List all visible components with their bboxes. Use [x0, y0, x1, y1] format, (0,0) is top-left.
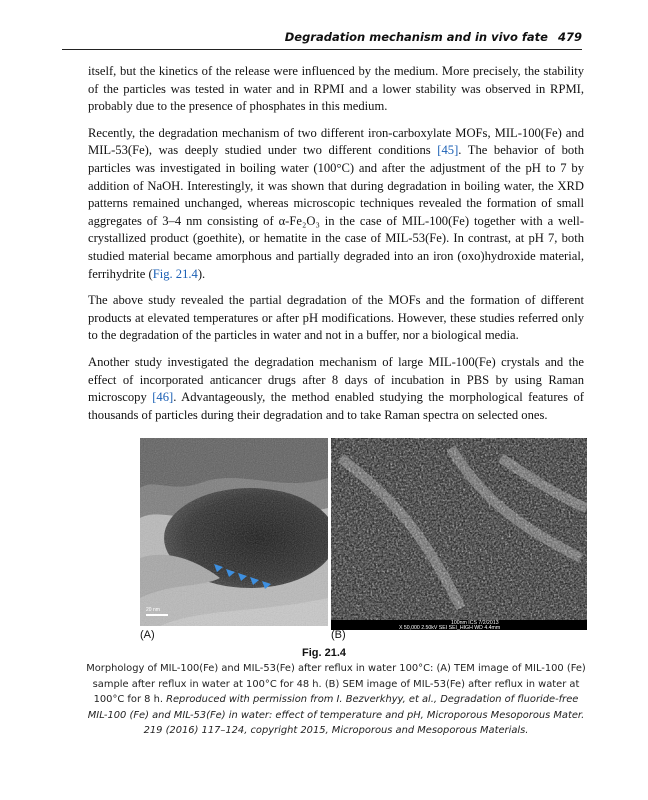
paragraph-text: Another study investigated the degradation mechanism of large MIL-100(Fe) crystals and the effect of incorporated anticancer drugs after 8 days of incubation in PBS by using Raman microscopy	[88, 354, 584, 405]
tem-image-panel-a	[140, 438, 328, 626]
paragraph-text: The above study revealed the partial degradation of the MOFs and the formation of different products at elevated temperatures or after pH modifications. However, these studies referred only to the degradation of the particles in water and not in a buffer, nor a biological media.	[88, 293, 584, 343]
scale-bar	[146, 614, 168, 616]
sem-image-panel-b	[331, 438, 587, 630]
sem-image	[331, 438, 587, 630]
caption-main: Morphology of MIL-100(Fe) and MIL-53(Fe) after reflux in water 100°C: (A) TEM image of MIL-100 (Fe) sample after reflux in water at 100°C for 48 h. (B) SEM image of MIL-53(Fe) after reflux in water at 100°C for 8 h.	[86, 663, 586, 705]
sem-info-line-2: X 50,000 2.50kV SEI SEI_HIGH WD 4.4mm	[399, 625, 501, 630]
reference-link[interactable]: [46]	[152, 390, 174, 405]
paragraph-text: . The behavior of both particles was investigated in boiling water (100°C) and after the adjustment of the pH to 7 by addition of NaOH. Interestingly, it was shown that during degradation in boiling water, the XRD patterns remained unchanged, whereas microscopic techniques revealed the formation of small aggregates of 3–4 nm consisting of α-Fe₂O₃ in the case of MIL-100(Fe) together with a well-crystallized product (goethite), or hematite in the case of MIL-53(Fe). In contrast, at pH 7, both studied material became amorphous and partially degraded into an iron (oxo)hydroxide material, ferrihydrite (	[88, 143, 584, 281]
reference-link[interactable]: [45]	[437, 143, 459, 158]
sem-info-line-1: 100nm ICS 7/2/2013	[451, 620, 499, 626]
running-header-title: Degradation mechanism and in vivo fate	[284, 30, 548, 44]
paragraph-text: itself, but the kinetics of the release were influenced by the medium. More precisely, the stability of the particles was tested in water and in RPMI and a lower stability was observed in RPMI, probably due to the presence of phosphates in this medium.	[88, 64, 584, 114]
figure-number: Fig. 21.4	[301, 647, 347, 659]
panel-a-label: (A)	[140, 629, 155, 641]
scale-bar-label: 20 nm	[146, 607, 160, 613]
page-number: 479	[557, 30, 582, 44]
panel-b-label: (B)	[331, 629, 346, 641]
reference-link[interactable]: Fig. 21.4	[152, 266, 198, 281]
paragraph-text: . Advantageously, the method enabled studying the morphological features of thousands of particles during their degradation and to take Raman spectra on selected ones.	[88, 390, 584, 422]
paragraph-text: Recently, the degradation mechanism of two different iron-carboxylate MOFs, MIL-100(Fe) and MIL-53(Fe), was deeply studied under two different conditions	[88, 125, 584, 158]
caption-credit: Reproduced with permission from I. Bezverkhyy, et al., Degradation of fluoride-free MIL-100 (Fe) and MIL-53(Fe) in water: effect of temperature and pH, Microporous Mesoporous Mater. 219 (2016) 117–124, copyright 2015, Microporous and Mesoporous Materials.	[87, 694, 585, 736]
paragraph-text: ).	[197, 266, 206, 281]
figure-caption	[86, 661, 586, 739]
tem-image	[140, 438, 328, 626]
